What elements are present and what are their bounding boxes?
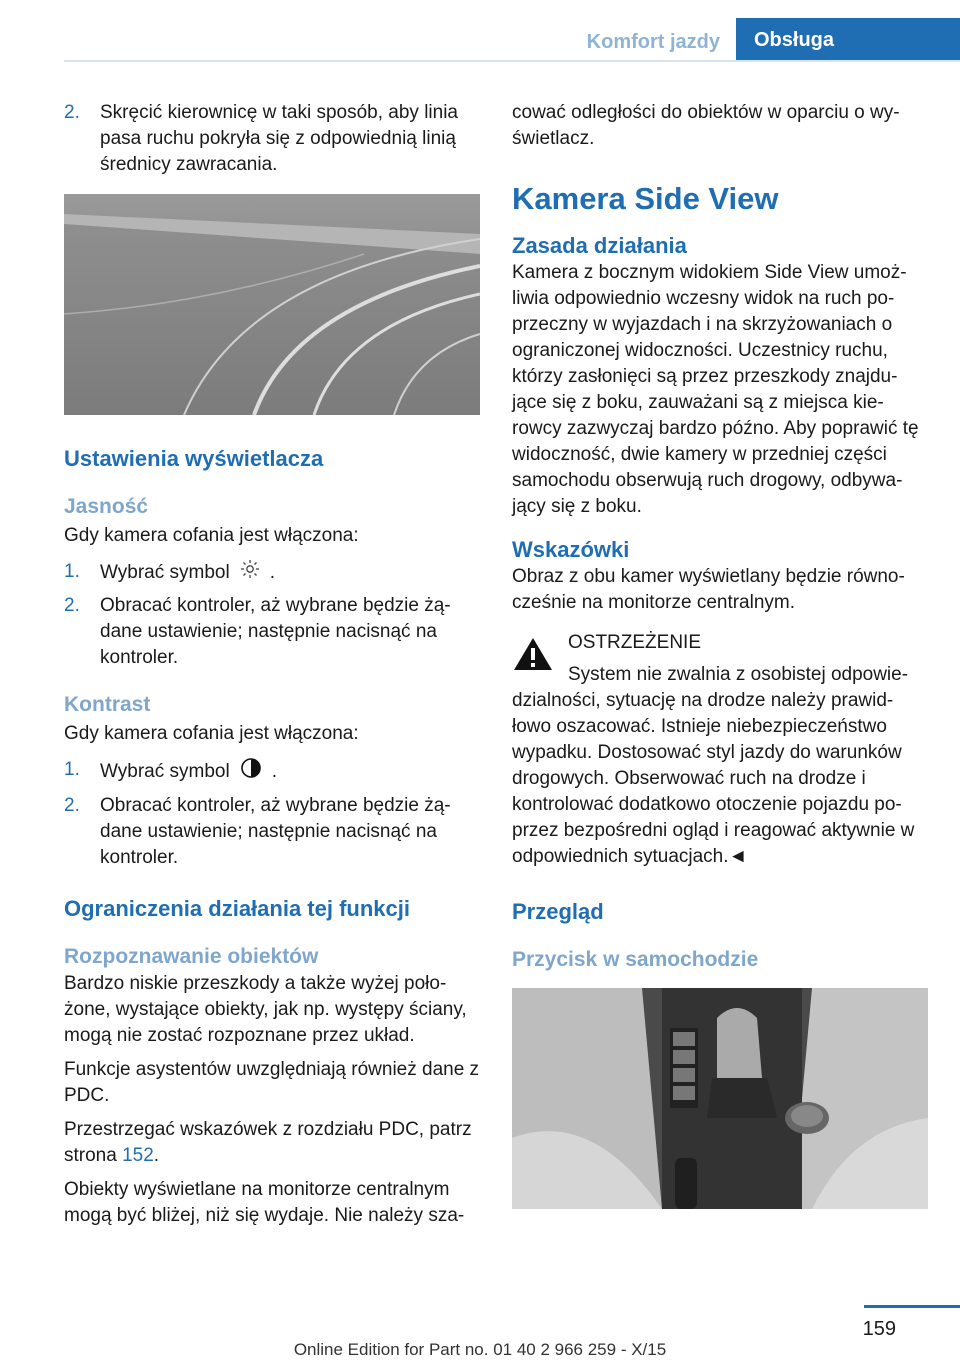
object-recognition-heading: Rozpoznawanie obiektów <box>64 945 319 968</box>
list-text: Wybrać symbol <box>100 761 230 783</box>
warning-title: OSTRZEŻENIE <box>568 632 702 653</box>
footer-divider <box>864 1305 960 1308</box>
page-header <box>0 18 960 62</box>
limits-heading: Ograniczenia działania tej funkcji <box>64 896 410 921</box>
section-tab[interactable]: Komfort jazdy <box>586 31 720 53</box>
right-column <box>512 100 928 1209</box>
list-text: Obracać kontroler, aż wybrane będzie żą‐dane ustawienie; następnie nacisnąć na kontroler. <box>100 795 451 868</box>
chapter-tab[interactable]: Obsługa <box>736 18 960 62</box>
warning-block <box>512 630 928 870</box>
turning-circle-image <box>64 194 480 415</box>
hints-heading: Wskazówki <box>512 537 630 562</box>
list-text: Wybrać symbol <box>100 562 230 584</box>
list-item <box>64 793 480 871</box>
paragraph: Bardzo niskie przeszkody a także wyżej poło‐żone, wystające obiekty, jak np. występy ściany, mogą nie zostać rozpoznane przez układ. <box>64 973 467 1046</box>
list-item <box>64 100 480 178</box>
list-item <box>64 593 480 671</box>
brightness-icon <box>240 559 260 587</box>
contrast-intro: Gdy kamera cofania jest włączona: <box>64 723 359 744</box>
list-text-end: . <box>271 761 277 783</box>
button-heading: Przycisk w samochodzie <box>512 948 759 971</box>
list-text: Skręcić kierownicę w taki sposób, aby linia pasa ruchu pokryła się z odpowiednią linią średnicy zawracania. <box>100 102 458 175</box>
warning-text: System nie zwalnia z osobistej odpowie‐ <box>568 664 909 685</box>
page-title: Kamera Side View <box>512 181 779 216</box>
list-number: 1. <box>64 759 80 780</box>
edition-footer: Online Edition for Part no. 01 40 2 966 259 - X/15 <box>293 1340 667 1359</box>
list-item <box>64 559 480 587</box>
list-text: Obracać kontroler, aż wybrane będzie żą‐dane ustawienie; następnie nacisnąć na kontroler. <box>100 595 451 668</box>
contrast-heading: Kontrast <box>64 693 151 716</box>
list-number: 2. <box>64 102 80 123</box>
paragraph <box>64 1117 480 1169</box>
brightness-intro: Gdy kamera cofania jest włączona: <box>64 525 359 546</box>
paragraph-text-end: . <box>153 1145 160 1166</box>
paragraph-text: Przestrzegać wskazówek z rozdziału PDC, patrz strona <box>64 1119 472 1166</box>
principle-heading: Zasada działania <box>512 233 687 258</box>
paragraph: Kamera z bocznym widokiem Side View umoż‐liwia odpowiednio wczesny widok na ruch po‐przeczny w wyjazdach i na skrzyżowaniach o ograniczonej widoczności. Uczestnicy ruchu, którzy zasłonięci są przez przeszkody znajdu‐jące się z boku, zauważani są z miejsca kie‐rowcy zazwyczaj bardzo późno. Aby poprawić tę widoczność, dwie kamery w przedniej części samochodu obserwują ruch drogowy, odbywa‐jący się z boku. <box>512 262 919 517</box>
list-number: 2. <box>64 595 80 616</box>
page-number: 159 <box>862 1318 896 1340</box>
warning-text: dzialności, sytuację na drodze należy prawid‐łowo oszacować. Istnieje niebezpieczeństwo wypadku. Dostosować styl jazdy do warunków drogowych. Obserwować ruch na drodze i kontrolować dodatkowo otoczenie pojazdu po‐przez bezpośredni ogląd i reagować aktywnie w odpowiednich sytuacjach.◄ <box>512 690 915 867</box>
contrast-icon <box>240 757 262 787</box>
display-settings-heading: Ustawienia wyświetlacza <box>64 446 324 471</box>
list-number: 1. <box>64 561 80 582</box>
page-link[interactable]: 152 <box>122 1145 154 1166</box>
header-divider <box>64 60 960 62</box>
paragraph: Funkcje asystentów uwzględniają również dane z PDC. <box>64 1059 480 1106</box>
warning-icon <box>512 636 554 677</box>
overview-heading: Przegląd <box>512 899 604 924</box>
list-number: 2. <box>64 795 80 816</box>
paragraph: cować odległości do obiektów w oparciu o wy‐świetlacz. <box>512 102 900 149</box>
list-item <box>64 757 480 787</box>
list-text-end: . <box>269 562 275 584</box>
console-image <box>512 988 928 1209</box>
brightness-heading: Jasność <box>64 495 149 518</box>
paragraph: Obraz z obu kamer wyświetlany będzie równo‐cześnie na monitorze centralnym. <box>512 566 905 613</box>
left-column <box>64 100 480 1229</box>
paragraph: Obiekty wyświetlane na monitorze centralnym mogą być bliżej, niż się wydaje. Nie należy sza‐ <box>64 1179 465 1226</box>
